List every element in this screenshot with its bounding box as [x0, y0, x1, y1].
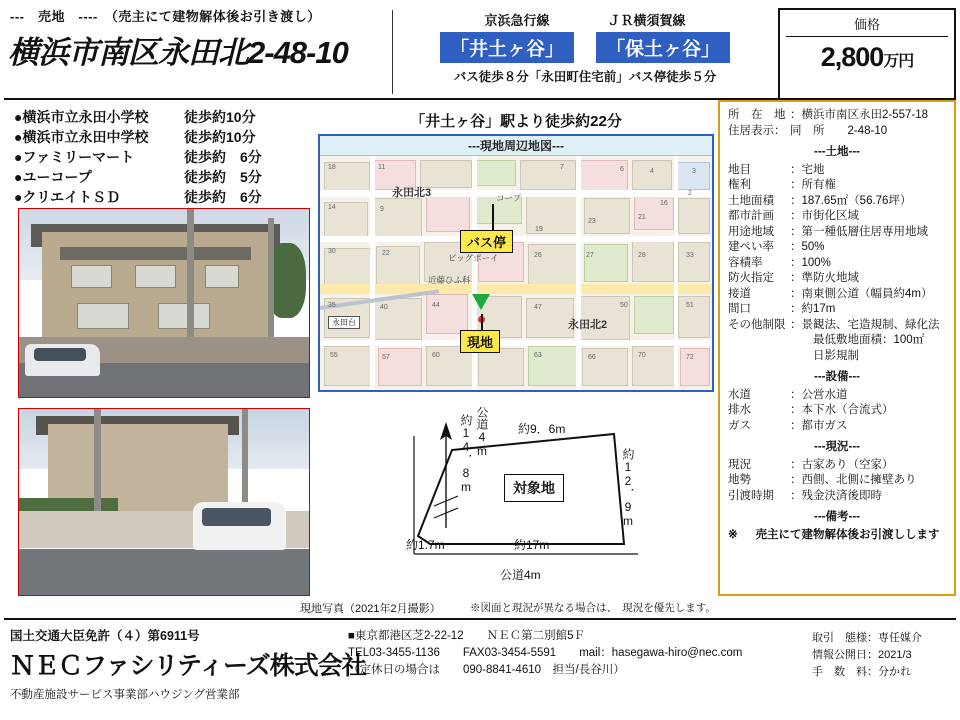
detail-value: ：古家あり（空家）: [790, 458, 894, 471]
map-road: [674, 156, 678, 392]
footer-contact-block: [348, 628, 818, 679]
price-label: 価格: [853, 17, 880, 32]
map-number: 57: [382, 354, 390, 361]
photo-window: [135, 265, 176, 288]
rail-line-names: [402, 10, 768, 29]
price-value-wrap: [780, 42, 954, 73]
detail-value: ：本下水（合流式）: [790, 404, 894, 416]
photo-window: [205, 265, 240, 288]
detail-key: 間口: [728, 303, 751, 315]
detail-value: ：約17m: [790, 303, 836, 315]
photo-utility-pole: [94, 409, 101, 524]
publish-date: 情報公開日：2021/3: [812, 649, 912, 661]
map-block: [584, 244, 628, 282]
map-number: 4: [650, 168, 654, 175]
map-number: 47: [534, 304, 542, 311]
dim-left: 約14．8m: [459, 414, 473, 494]
facility-name: ●横浜市立永田中学校: [14, 129, 149, 145]
dim-top: 約9．6m: [518, 422, 566, 436]
detail-key: 住居表示：: [728, 124, 786, 137]
map-number: 22: [382, 250, 390, 257]
map-number: 30: [328, 248, 336, 255]
map-road: [472, 156, 477, 392]
photo-window: [158, 303, 210, 329]
price-box: [778, 8, 956, 100]
station-badge-1: 「井土ヶ谷」: [440, 32, 574, 63]
photo-roof-lower: [60, 247, 251, 260]
detail-key: 引渡時期: [728, 489, 774, 502]
company-name: ＮＥＣファシリティーズ株式会社: [10, 652, 366, 680]
detail-key: 容積率: [728, 256, 763, 269]
facility-name: ●ユーコープ: [14, 169, 92, 185]
price-amount: 2,800: [820, 42, 884, 72]
table-row: [728, 388, 946, 404]
company-contact: TEL03-3455-1136 FAX03-3454-5591 mail：hasegawa-hiro@nec.com: [348, 647, 743, 659]
facility-name: ●横浜市立永田小学校: [14, 109, 149, 125]
map-number: 28: [638, 252, 646, 259]
map-number: 23: [588, 218, 596, 225]
facility-list: [14, 108, 314, 208]
map-road: [370, 156, 375, 392]
detail-value: 日影規制: [790, 349, 859, 362]
list-item: [14, 108, 314, 126]
map-header-label: ---現地周辺地図---: [320, 136, 712, 156]
header-tagline: --- 売地 ---- （売主にて建物解体後お引き渡し）: [10, 9, 321, 24]
detail-key: 権利: [728, 179, 751, 191]
map-block: [676, 162, 710, 190]
table-row: [728, 287, 946, 303]
detail-key: その他制限: [728, 318, 786, 331]
map-number: 33: [686, 252, 694, 259]
map-number: 50: [620, 302, 628, 309]
property-details-panel: [718, 100, 956, 596]
detail-value: ：所有権: [790, 179, 836, 191]
company-address: ■東京都港区芝2-22-12 ＮＥＣ第二別館5Ｆ: [348, 630, 585, 642]
map-block: [372, 198, 422, 240]
map-block: [634, 296, 674, 334]
photo-disclaimer: ※図面と現況が異なる場合は、 現況を優先します。: [470, 602, 716, 614]
table-row: [728, 163, 946, 179]
detail-value: ：景観法、宅造規制、緑化法: [790, 318, 940, 331]
detail-value: ：第一種低層住居専用地域: [790, 225, 928, 238]
rail-line-1: 京浜急行線: [484, 13, 550, 28]
detail-key: 用途地域: [728, 225, 774, 238]
detail-key: 都市計画: [728, 210, 774, 222]
detail-key: 防火指定: [728, 272, 774, 284]
detail-value: 最低敷地面積：100㎡: [790, 334, 925, 346]
map-block: [632, 240, 674, 282]
detail-key: 水道: [728, 388, 751, 401]
photo-car-window: [202, 508, 272, 527]
section-title-remarks: ---備考---: [814, 511, 860, 523]
dim-bottom: 約17m: [514, 538, 550, 552]
callout-bus-stop: バス停: [460, 230, 513, 253]
dim-bottom-left: 約1.7m: [406, 538, 445, 552]
detail-value: ：187.65㎡（56.76坪）: [790, 194, 912, 207]
map-road: [320, 236, 714, 242]
map-number: 9: [380, 206, 384, 213]
table-row: [728, 240, 946, 256]
section-title-condition: ---現況---: [814, 441, 860, 453]
callout-site: 現地: [460, 330, 500, 353]
map-block: [584, 198, 630, 234]
map-number: 18: [328, 164, 336, 171]
dim-right: 約12．9m: [621, 448, 635, 528]
map-number: 11: [378, 164, 386, 171]
footer-company-block: [10, 626, 366, 702]
map-canvas: [320, 156, 712, 392]
table-row: [728, 403, 946, 419]
facility-walk: 徒歩約 6分: [184, 149, 262, 165]
footer-rule: [4, 618, 956, 620]
map-number: 14: [328, 204, 336, 211]
facility-walk: 徒歩約 6分: [184, 189, 262, 205]
detail-value: ：南東側公道（幅員約4m）: [790, 287, 933, 300]
map-block: [678, 296, 710, 338]
map-number: 3: [692, 168, 696, 175]
table-row: [728, 209, 946, 225]
map-number: 66: [588, 354, 596, 361]
map-label-nagatakita3: 永田北3: [392, 187, 432, 199]
company-holiday-contact: （定休日の場合は 090-8841-4610 担当/長谷川）: [348, 664, 625, 676]
map-block: [520, 160, 576, 190]
license-number: 国土交通大臣免許（４）第6911号: [10, 629, 200, 643]
detail-key: 排水: [728, 404, 751, 416]
department-name: 不動産施設サービス事業部ハウジング営業部: [10, 689, 240, 701]
map-title: 「井土ヶ谷」駅より徒歩約22分: [410, 113, 622, 130]
facility-walk: 徒歩約10分: [184, 109, 256, 125]
photo-window: [77, 303, 129, 329]
detail-value: ：宅地: [790, 163, 825, 176]
facility-walk: 徒歩約10分: [184, 129, 256, 145]
map-block: [426, 196, 470, 232]
list-item: [14, 188, 314, 206]
map-block: [478, 348, 524, 386]
photo-caption: 現地写真（2021年2月撮影）: [300, 603, 441, 615]
photo-road: [19, 549, 309, 596]
footer-terms-block: [812, 630, 922, 681]
table-row: [728, 178, 946, 194]
section-title-utilities: ---設備---: [814, 371, 860, 383]
map-label-clinic: 近藤ひふ科: [428, 275, 471, 285]
header-divider: [392, 10, 393, 94]
photo-car-window: [34, 348, 86, 361]
detail-value: ：準防火地域: [790, 272, 859, 284]
callout-leader-line: [492, 204, 494, 230]
header: [4, 6, 956, 98]
map-number: 44: [432, 302, 440, 309]
map-number: 40: [380, 304, 388, 311]
bus-access-text: バス徒歩８分「永田町住宅前」バス停徒歩５分: [453, 70, 717, 84]
table-row: [728, 458, 946, 474]
detail-value: ：公営水道: [790, 388, 848, 401]
header-transit: [402, 6, 768, 98]
photo-utility-pole: [268, 218, 274, 350]
table-row: [728, 528, 946, 544]
rail-line-2: ＪＲ横須賀線: [607, 13, 686, 28]
map-number: 27: [586, 252, 594, 259]
map-block: [678, 198, 710, 234]
map-label-nagatakita2: 永田北2: [568, 319, 608, 331]
table-row: [728, 225, 946, 241]
commission: 手 数 料：分かれ: [812, 666, 911, 678]
map-label-bigboy: ビッグボーイ: [448, 253, 499, 263]
detail-value: ：市街化区域: [790, 210, 859, 222]
map-number: 72: [686, 354, 694, 361]
table-row: [728, 194, 946, 210]
map-number: 19: [535, 226, 543, 233]
detail-key: 地目: [728, 163, 751, 176]
map-number: 35: [328, 302, 336, 309]
table-row: [728, 302, 946, 318]
detail-key: 地勢: [728, 474, 751, 486]
list-item: [14, 168, 314, 186]
facility-walk: 徒歩約 5分: [184, 169, 262, 185]
detail-value: 同 所 2-48-10: [790, 124, 888, 137]
header-left: [4, 6, 390, 98]
property-photo-1: [18, 208, 310, 398]
station-badges: [402, 32, 768, 63]
table-row: [728, 473, 946, 489]
detail-key: 所 在 地: [728, 109, 786, 121]
detail-key: 土地面積: [728, 194, 774, 207]
map-number: 63: [534, 352, 542, 359]
table-row: [728, 256, 946, 272]
map-block: [528, 244, 580, 288]
map-block: [634, 196, 674, 230]
detail-key: ※: [728, 528, 738, 541]
callout-leader-line: [481, 314, 483, 330]
map-number: 70: [638, 352, 646, 359]
detail-residential-display: [728, 124, 946, 140]
detail-key: 建ぺい率: [728, 241, 774, 253]
map-block: [632, 160, 672, 190]
map-number: 55: [330, 352, 338, 359]
map-number: 51: [686, 302, 694, 309]
facility-name: ●クリエイトＳＤ: [14, 189, 121, 205]
list-item: [14, 128, 314, 146]
table-row: [728, 271, 946, 287]
detail-value: ：西側、北側に擁壁あり: [790, 474, 917, 486]
road-label-bottom: 公道4m: [500, 568, 541, 582]
map-road-major: [320, 284, 714, 294]
station-badge-2: 「保土ヶ谷」: [596, 32, 730, 63]
photo-window: [71, 265, 112, 288]
detail-value: ：残金決済後即時: [790, 489, 882, 502]
detail-value: ：横浜市南区永田2-557-18: [790, 109, 929, 121]
detail-value: 売主にて建物解体後お引渡しします: [744, 528, 940, 541]
map-number: 26: [534, 252, 542, 259]
map-number: 7: [560, 164, 564, 171]
site-plan: [318, 396, 714, 596]
footer: [0, 622, 960, 720]
section-title-land: ---土地---: [814, 146, 860, 158]
photo-utility-pole: [242, 409, 248, 502]
road-label-left: 公道4m: [475, 406, 489, 458]
current-location-pin: [472, 294, 490, 310]
detail-location: [728, 108, 946, 124]
detail-value: ：50%: [790, 241, 825, 253]
map-block: [678, 242, 710, 282]
page-title: 横浜市南区永田北2-48-10: [8, 35, 348, 70]
map-block: [476, 160, 516, 186]
price-divider: [786, 36, 948, 37]
table-row: [728, 489, 946, 505]
facility-name: ●ファミリーマート: [14, 149, 135, 165]
map-road: [576, 156, 581, 392]
price-unit: 万円: [883, 53, 914, 70]
map-number: 16: [660, 200, 668, 207]
map-road: [320, 340, 714, 346]
map-number: 60: [432, 352, 440, 359]
map-number: 21: [638, 214, 646, 221]
list-item: [14, 148, 314, 166]
map-block: [426, 294, 468, 334]
property-photo-2: [18, 408, 310, 596]
map-number: 2: [688, 190, 692, 197]
detail-value: ：100%: [790, 256, 831, 269]
map-block: [580, 160, 628, 192]
detail-key: ガス: [728, 419, 751, 432]
table-row: [728, 318, 946, 334]
map-station-tag: 永田台: [328, 316, 360, 329]
map-number: 6: [620, 166, 624, 173]
detail-key: 接道: [728, 287, 751, 300]
table-row: [728, 419, 946, 435]
detail-value: ：都市ガス: [790, 419, 848, 432]
map-block: [680, 348, 710, 386]
detail-key: 現況: [728, 458, 751, 471]
map-label-coop: コープ: [496, 193, 522, 203]
parcel-label: 対象地: [504, 474, 564, 502]
deal-type: 取引 態様：専任媒介: [812, 632, 922, 644]
area-map: [318, 134, 714, 392]
